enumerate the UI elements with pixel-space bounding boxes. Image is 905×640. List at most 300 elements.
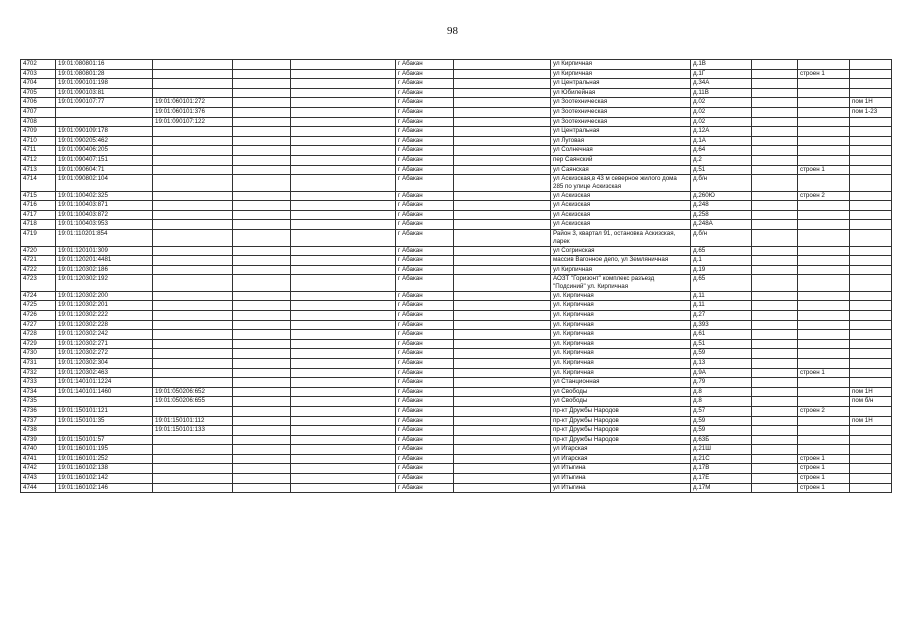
col-10-cell	[752, 330, 798, 340]
city-cell: г Абакан	[396, 378, 454, 388]
row-number-cell: 4706	[21, 98, 56, 108]
street-cell: пр-кт Дружбы Народов	[551, 426, 691, 436]
street-cell: ул Свободы	[551, 397, 691, 407]
cadastral-number-cell: 19:01:120302:463	[56, 368, 153, 378]
house-number-cell: д.260Ю	[691, 191, 752, 201]
col-10-cell	[752, 310, 798, 320]
col-4-cell	[233, 60, 291, 70]
col-4-cell	[233, 230, 291, 247]
premises-cell	[850, 220, 892, 230]
related-cadastral-number-cell	[153, 165, 233, 175]
street-cell: ул. Кирпичная	[551, 310, 691, 320]
cadastral-number-cell: 19:01:090604:71	[56, 165, 153, 175]
row-number-cell: 4732	[21, 368, 56, 378]
city-cell: г Абакан	[396, 69, 454, 79]
premises-cell: пом 1-23	[850, 107, 892, 117]
premises-cell	[850, 426, 892, 436]
col-5-cell	[291, 310, 396, 320]
cadastral-number-cell: 19:01:090103:81	[56, 88, 153, 98]
street-cell: ул. Кирпичная	[551, 358, 691, 368]
col-4-cell	[233, 320, 291, 330]
col-4-cell	[233, 454, 291, 464]
col-4-cell	[233, 165, 291, 175]
row-number-cell: 4728	[21, 330, 56, 340]
street-cell: ул Зоотехническая	[551, 107, 691, 117]
col-4-cell	[233, 330, 291, 340]
city-cell: г Абакан	[396, 387, 454, 397]
related-cadastral-number-cell	[153, 220, 233, 230]
premises-cell	[850, 230, 892, 247]
street-cell: ул Игарская	[551, 454, 691, 464]
table-row	[21, 79, 892, 89]
col-5-cell	[291, 464, 396, 474]
row-number-cell: 4741	[21, 454, 56, 464]
table-row	[21, 117, 892, 127]
col-5-cell	[291, 175, 396, 192]
col-5-cell	[291, 201, 396, 211]
street-cell: массив Вагонное депо, ул Земляничная	[551, 256, 691, 266]
col-10-cell	[752, 339, 798, 349]
table-row	[21, 165, 892, 175]
col-4-cell	[233, 275, 291, 292]
related-cadastral-number-cell	[153, 275, 233, 292]
building-cell	[798, 310, 850, 320]
building-cell: строен 1	[798, 454, 850, 464]
cadastral-number-cell: 19:01:140101:1224	[56, 378, 153, 388]
col-7-cell	[454, 88, 551, 98]
cadastral-number-cell	[56, 107, 153, 117]
city-cell: г Абакан	[396, 445, 454, 455]
row-number-cell: 4737	[21, 416, 56, 426]
table-row	[21, 60, 892, 70]
building-cell	[798, 98, 850, 108]
col-4-cell	[233, 117, 291, 127]
col-10-cell	[752, 60, 798, 70]
col-5-cell	[291, 358, 396, 368]
related-cadastral-number-cell	[153, 175, 233, 192]
col-10-cell	[752, 230, 798, 247]
city-cell: г Абакан	[396, 397, 454, 407]
city-cell: г Абакан	[396, 483, 454, 493]
building-cell	[798, 349, 850, 359]
col-10-cell	[752, 107, 798, 117]
city-cell: г Абакан	[396, 256, 454, 266]
cadastral-number-cell: 19:01:100403:871	[56, 201, 153, 211]
col-4-cell	[233, 416, 291, 426]
building-cell	[798, 220, 850, 230]
house-number-cell: д.13	[691, 358, 752, 368]
registry-body	[21, 60, 892, 493]
street-cell: ул Кирпичная	[551, 60, 691, 70]
row-number-cell: 4742	[21, 464, 56, 474]
related-cadastral-number-cell	[153, 435, 233, 445]
table-row	[21, 406, 892, 416]
row-number-cell: 4712	[21, 155, 56, 165]
col-4-cell	[233, 445, 291, 455]
street-cell: ул. Кирпичная	[551, 330, 691, 340]
col-4-cell	[233, 246, 291, 256]
city-cell: г Абакан	[396, 79, 454, 89]
cadastral-number-cell: 19:01:120302:242	[56, 330, 153, 340]
related-cadastral-number-cell	[153, 127, 233, 137]
col-10-cell	[752, 88, 798, 98]
col-4-cell	[233, 378, 291, 388]
row-number-cell: 4731	[21, 358, 56, 368]
col-5-cell	[291, 435, 396, 445]
house-number-cell: д.79	[691, 378, 752, 388]
house-number-cell: д.11В	[691, 88, 752, 98]
col-5-cell	[291, 406, 396, 416]
col-10-cell	[752, 165, 798, 175]
row-number-cell: 4707	[21, 107, 56, 117]
table-row	[21, 368, 892, 378]
premises-cell: пом 1Н	[850, 387, 892, 397]
col-5-cell	[291, 330, 396, 340]
col-7-cell	[454, 136, 551, 146]
city-cell: г Абакан	[396, 349, 454, 359]
col-5-cell	[291, 155, 396, 165]
row-number-cell: 4738	[21, 426, 56, 436]
premises-cell	[850, 483, 892, 493]
col-5-cell	[291, 474, 396, 484]
col-7-cell	[454, 483, 551, 493]
premises-cell	[850, 474, 892, 484]
building-cell: строен 1	[798, 474, 850, 484]
col-5-cell	[291, 69, 396, 79]
col-7-cell	[454, 155, 551, 165]
premises-cell	[850, 136, 892, 146]
premises-cell	[850, 358, 892, 368]
premises-cell	[850, 210, 892, 220]
table-row	[21, 201, 892, 211]
related-cadastral-number-cell	[153, 210, 233, 220]
building-cell	[798, 378, 850, 388]
city-cell: г Абакан	[396, 320, 454, 330]
building-cell	[798, 246, 850, 256]
col-10-cell	[752, 454, 798, 464]
related-cadastral-number-cell	[153, 339, 233, 349]
col-10-cell	[752, 416, 798, 426]
premises-cell	[850, 155, 892, 165]
house-number-cell: д.б/н	[691, 230, 752, 247]
table-row	[21, 310, 892, 320]
col-10-cell	[752, 127, 798, 137]
street-cell: ул Аскизская	[551, 220, 691, 230]
row-number-cell: 4702	[21, 60, 56, 70]
street-cell: ул Свободы	[551, 387, 691, 397]
row-number-cell: 4709	[21, 127, 56, 137]
street-cell: ул Согринская	[551, 246, 691, 256]
table-row	[21, 265, 892, 275]
table-row	[21, 175, 892, 192]
col-4-cell	[233, 220, 291, 230]
col-7-cell	[454, 454, 551, 464]
house-number-cell: д.02	[691, 107, 752, 117]
building-cell	[798, 426, 850, 436]
house-number-cell: д.21Ш	[691, 445, 752, 455]
city-cell: г Абакан	[396, 368, 454, 378]
col-5-cell	[291, 117, 396, 127]
cadastral-number-cell: 19:01:140101:1460	[56, 387, 153, 397]
related-cadastral-number-cell	[153, 265, 233, 275]
col-10-cell	[752, 201, 798, 211]
col-7-cell	[454, 165, 551, 175]
col-10-cell	[752, 117, 798, 127]
related-cadastral-number-cell	[153, 230, 233, 247]
street-cell: ул Центральная	[551, 79, 691, 89]
col-10-cell	[752, 191, 798, 201]
building-cell	[798, 275, 850, 292]
cadastral-number-cell: 19:01:120302:186	[56, 265, 153, 275]
col-7-cell	[454, 416, 551, 426]
col-10-cell	[752, 358, 798, 368]
street-cell: ул. Кирпичная	[551, 349, 691, 359]
premises-cell	[850, 368, 892, 378]
house-number-cell: д.248А	[691, 220, 752, 230]
col-5-cell	[291, 483, 396, 493]
house-number-cell: д.12А	[691, 127, 752, 137]
street-cell: ул Саянская	[551, 165, 691, 175]
cadastral-number-cell	[56, 397, 153, 407]
col-7-cell	[454, 464, 551, 474]
col-7-cell	[454, 397, 551, 407]
cadastral-number-cell: 19:01:090109:178	[56, 127, 153, 137]
row-number-cell: 4718	[21, 220, 56, 230]
street-cell: ул Кирпичная	[551, 265, 691, 275]
col-7-cell	[454, 358, 551, 368]
col-7-cell	[454, 368, 551, 378]
table-row	[21, 246, 892, 256]
row-number-cell: 4730	[21, 349, 56, 359]
col-7-cell	[454, 301, 551, 311]
premises-cell: пом 1Н	[850, 416, 892, 426]
row-number-cell: 4710	[21, 136, 56, 146]
col-5-cell	[291, 79, 396, 89]
page-number: 98	[447, 25, 458, 37]
house-number-cell: д.1	[691, 256, 752, 266]
street-cell: ул Кирпичная	[551, 69, 691, 79]
city-cell: г Абакан	[396, 416, 454, 426]
col-10-cell	[752, 320, 798, 330]
building-cell	[798, 358, 850, 368]
building-cell: строен 1	[798, 69, 850, 79]
cadastral-number-cell	[56, 426, 153, 436]
city-cell: г Абакан	[396, 155, 454, 165]
row-number-cell: 4724	[21, 291, 56, 301]
col-5-cell	[291, 301, 396, 311]
building-cell	[798, 256, 850, 266]
col-5-cell	[291, 397, 396, 407]
building-cell	[798, 117, 850, 127]
premises-cell	[850, 191, 892, 201]
building-cell	[798, 155, 850, 165]
street-cell: Район 3, квартал 91, остановка Аскизская, ларек	[551, 230, 691, 247]
cadastral-number-cell: 19:01:160102:146	[56, 483, 153, 493]
col-10-cell	[752, 69, 798, 79]
related-cadastral-number-cell: 19:01:150101:133	[153, 426, 233, 436]
house-number-cell: д.51	[691, 165, 752, 175]
col-10-cell	[752, 397, 798, 407]
premises-cell	[850, 201, 892, 211]
table-row	[21, 256, 892, 266]
col-7-cell	[454, 60, 551, 70]
related-cadastral-number-cell	[153, 378, 233, 388]
cadastral-number-cell: 19:01:120101:309	[56, 246, 153, 256]
premises-cell	[850, 69, 892, 79]
cadastral-number-cell: 19:01:150101:35	[56, 416, 153, 426]
related-cadastral-number-cell	[153, 349, 233, 359]
city-cell: г Абакан	[396, 220, 454, 230]
related-cadastral-number-cell	[153, 406, 233, 416]
building-cell	[798, 265, 850, 275]
col-7-cell	[454, 435, 551, 445]
building-cell	[798, 330, 850, 340]
table-row	[21, 220, 892, 230]
row-number-cell: 4703	[21, 69, 56, 79]
col-5-cell	[291, 339, 396, 349]
col-4-cell	[233, 406, 291, 416]
table-row	[21, 69, 892, 79]
col-4-cell	[233, 435, 291, 445]
col-4-cell	[233, 107, 291, 117]
col-5-cell	[291, 98, 396, 108]
cadastral-number-cell: 19:01:160101:252	[56, 454, 153, 464]
col-7-cell	[454, 406, 551, 416]
row-number-cell: 4736	[21, 406, 56, 416]
col-5-cell	[291, 426, 396, 436]
city-cell: г Абакан	[396, 107, 454, 117]
building-cell	[798, 416, 850, 426]
street-cell: ул. Кирпичная	[551, 320, 691, 330]
row-number-cell: 4704	[21, 79, 56, 89]
street-cell: ул. Кирпичная	[551, 291, 691, 301]
col-7-cell	[454, 275, 551, 292]
city-cell: г Абакан	[396, 454, 454, 464]
city-cell: г Абакан	[396, 146, 454, 156]
col-5-cell	[291, 256, 396, 266]
col-4-cell	[233, 483, 291, 493]
table-row	[21, 136, 892, 146]
cadastral-number-cell: 19:01:120302:192	[56, 275, 153, 292]
cadastral-number-cell: 19:01:150101:121	[56, 406, 153, 416]
street-cell: ул Станционная	[551, 378, 691, 388]
house-number-cell: д.59	[691, 426, 752, 436]
related-cadastral-number-cell	[153, 330, 233, 340]
col-4-cell	[233, 301, 291, 311]
street-cell: пр-кт Дружбы Народов	[551, 406, 691, 416]
col-7-cell	[454, 127, 551, 137]
related-cadastral-number-cell	[153, 301, 233, 311]
premises-cell	[850, 378, 892, 388]
col-5-cell	[291, 107, 396, 117]
street-cell: ул Центральная	[551, 127, 691, 137]
house-number-cell: д.11	[691, 301, 752, 311]
col-4-cell	[233, 191, 291, 201]
col-7-cell	[454, 474, 551, 484]
street-cell: АОЗТ "Горизонт" комплекс разъезд "Подсиний" ул. Кирпичная	[551, 275, 691, 292]
row-number-cell: 4733	[21, 378, 56, 388]
col-4-cell	[233, 265, 291, 275]
table-row	[21, 107, 892, 117]
premises-cell	[850, 275, 892, 292]
house-number-cell: д.59	[691, 349, 752, 359]
premises-cell	[850, 330, 892, 340]
col-7-cell	[454, 210, 551, 220]
col-4-cell	[233, 79, 291, 89]
house-number-cell: д.59	[691, 416, 752, 426]
street-cell: ул Луговая	[551, 136, 691, 146]
cadastral-number-cell: 19:01:080801:16	[56, 60, 153, 70]
house-number-cell: д.19	[691, 265, 752, 275]
premises-cell	[850, 175, 892, 192]
building-cell: строен 1	[798, 483, 850, 493]
cadastral-number-cell: 19:01:090802:104	[56, 175, 153, 192]
city-cell: г Абакан	[396, 98, 454, 108]
col-4-cell	[233, 368, 291, 378]
related-cadastral-number-cell	[153, 155, 233, 165]
house-number-cell: д.17В	[691, 464, 752, 474]
col-10-cell	[752, 275, 798, 292]
house-number-cell: д.17Е	[691, 474, 752, 484]
row-number-cell: 4716	[21, 201, 56, 211]
row-number-cell: 4714	[21, 175, 56, 192]
col-10-cell	[752, 291, 798, 301]
table-row	[21, 339, 892, 349]
table-row	[21, 291, 892, 301]
row-number-cell: 4740	[21, 445, 56, 455]
cadastral-number-cell: 19:01:160102:142	[56, 474, 153, 484]
row-number-cell: 4721	[21, 256, 56, 266]
street-cell: ул Аскизская	[551, 191, 691, 201]
row-number-cell: 4743	[21, 474, 56, 484]
premises-cell	[850, 60, 892, 70]
related-cadastral-number-cell	[153, 291, 233, 301]
col-5-cell	[291, 291, 396, 301]
related-cadastral-number-cell	[153, 368, 233, 378]
cadastral-number-cell: 19:01:120302:304	[56, 358, 153, 368]
house-number-cell: д.9А	[691, 368, 752, 378]
related-cadastral-number-cell: 19:01:150101:112	[153, 416, 233, 426]
col-7-cell	[454, 201, 551, 211]
col-4-cell	[233, 136, 291, 146]
cadastral-number-cell: 19:01:100403:872	[56, 210, 153, 220]
street-cell: ул Аскизская,в 43 м северное жилого дома 285 по улице Аскизская	[551, 175, 691, 192]
city-cell: г Абакан	[396, 117, 454, 127]
building-cell	[798, 88, 850, 98]
street-cell: ул. Кирпичная	[551, 368, 691, 378]
city-cell: г Абакан	[396, 175, 454, 192]
col-7-cell	[454, 310, 551, 320]
col-5-cell	[291, 378, 396, 388]
premises-cell	[850, 445, 892, 455]
related-cadastral-number-cell	[153, 191, 233, 201]
city-cell: г Абакан	[396, 435, 454, 445]
col-7-cell	[454, 146, 551, 156]
related-cadastral-number-cell	[153, 310, 233, 320]
col-7-cell	[454, 426, 551, 436]
row-number-cell: 4722	[21, 265, 56, 275]
related-cadastral-number-cell: 19:01:050206:655	[153, 397, 233, 407]
col-5-cell	[291, 246, 396, 256]
related-cadastral-number-cell	[153, 320, 233, 330]
street-cell: ул. Кирпичная	[551, 301, 691, 311]
house-number-cell: д.17М	[691, 483, 752, 493]
building-cell	[798, 107, 850, 117]
col-5-cell	[291, 320, 396, 330]
row-number-cell: 4734	[21, 387, 56, 397]
city-cell: г Абакан	[396, 201, 454, 211]
col-7-cell	[454, 445, 551, 455]
